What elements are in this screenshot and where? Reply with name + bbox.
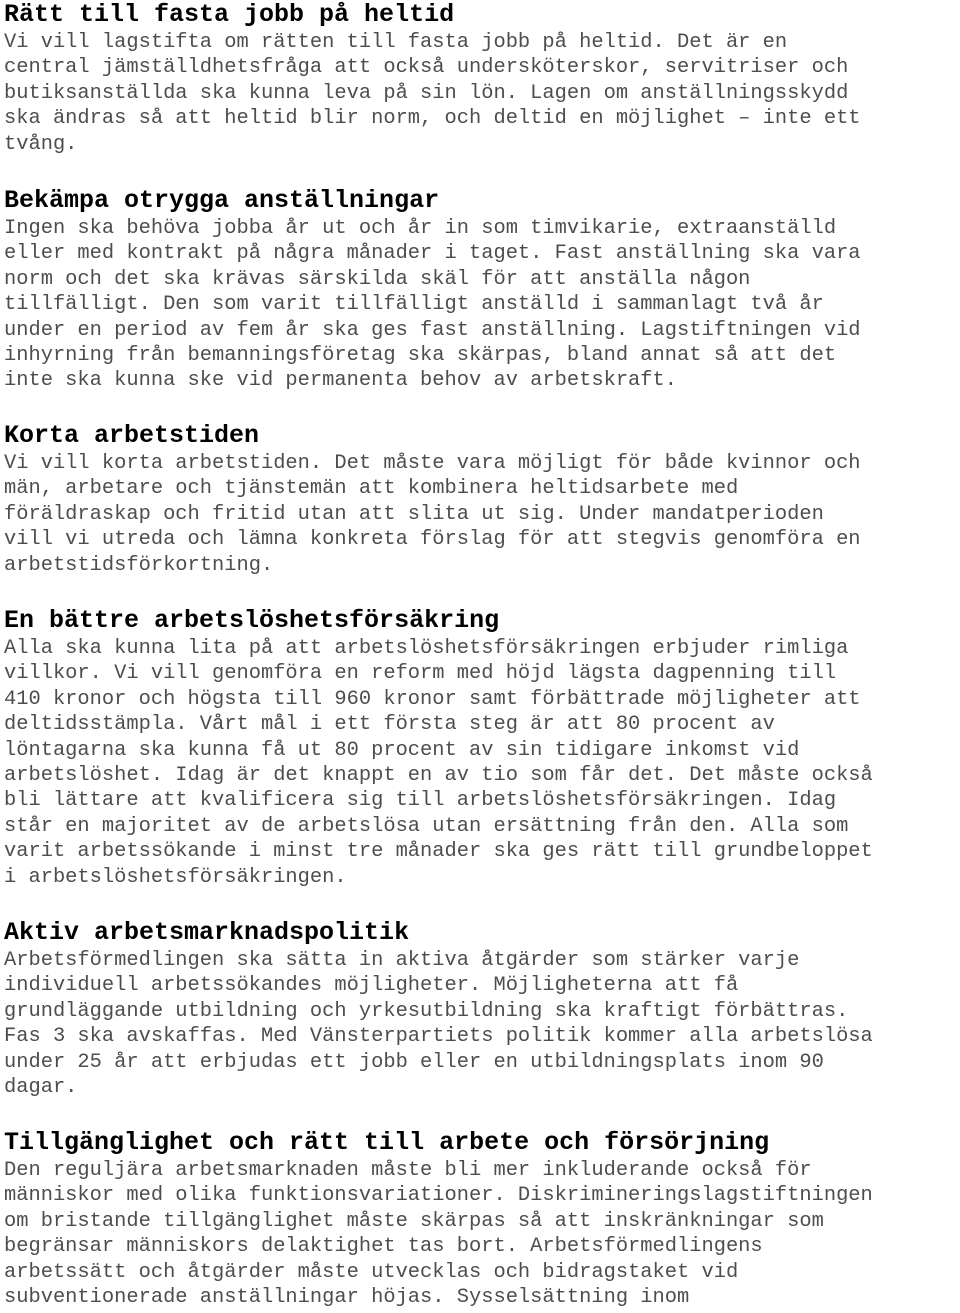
paragraph-line: under en period av fem år ska ges fast anställning. Lagstiftningen vid (4, 318, 861, 342)
paragraph-line: arbetstidsförkortning. (4, 553, 274, 577)
paragraph-line: människor med olika funktionsvariationer. Diskrimineringslagstiftningen (4, 1184, 873, 1208)
paragraph-line: löntagarna ska kunna få ut 80 procent av sin tidigare inkomst vid (4, 738, 800, 762)
paragraph-line: arbetssätt och åtgärder måste utvecklas och bidragstaket vid (4, 1260, 739, 1284)
paragraph-line: tvång. (4, 132, 78, 156)
section-korta-arbetstiden (4, 421, 861, 578)
section-heading: Aktiv arbetsmarknadspolitik (4, 918, 410, 947)
paragraph-line: 410 kronor och högsta till 960 kronor samt förbättrade möjligheter att (4, 687, 861, 711)
section-paragraph (4, 451, 861, 578)
paragraph-line: Ingen ska behöva jobba år ut och år in som timvikarie, extraanställd (4, 217, 837, 240)
paragraph-line: Alla ska kunna lita på att arbetslöshetsförsäkringen erbjuder rimliga (4, 637, 849, 660)
paragraph-line: butiksanställda ska kunna leva på sin lön. Lagen om anställningsskydd (4, 81, 849, 105)
paragraph-line: ska ändras så att heltid blir norm, och deltid en möjlighet – inte ett (4, 107, 861, 131)
section-heading: Korta arbetstiden (4, 421, 260, 450)
section-heading: En bättre arbetslöshetsförsäkring (4, 606, 500, 635)
paragraph-line: står en majoritet av de arbetslösa utan ersättning från den. Alla som (4, 814, 849, 838)
paragraph-line: norm och det ska krävas särskilda skäl för att anställa någon (4, 267, 751, 291)
paragraph-line: Fas 3 ska avskaffas. Med Vänsterpartiets politik kommer alla arbetslösa (4, 1025, 873, 1049)
paragraph-line: varit arbetssökande i minst tre månader ska ges rätt till grundbeloppet (4, 840, 873, 864)
paragraph-line: subventionerade anställningar höjas. Sysselsättning inom (4, 1285, 690, 1309)
paragraph-line: vill vi utreda och lämna konkreta förslag för att stegvis genomföra en (4, 528, 861, 552)
paragraph-line: inte ska kunna ske vid permanenta behov av arbetskraft. (4, 369, 678, 393)
paragraph-line: i arbetslöshetsförsäkringen. (4, 865, 347, 889)
section-arbetsloshetsforsakring (4, 606, 873, 890)
paragraph-line: Den reguljära arbetsmarknaden måste bli mer inkluderande också för (4, 1159, 812, 1182)
paragraph-line: inhyrning från bemanningsföretag ska skärpas, bland annat så att det (4, 343, 837, 367)
paragraph-line: begränsar människors delaktighet tas bort. Arbetsförmedlingens (4, 1235, 763, 1259)
paragraph-line: individuell arbetssökandes möjligheter. Möjligheterna att få (4, 974, 739, 998)
section-aktiv-arbetsmarknadspolitik (4, 918, 873, 1100)
paragraph-line: föräldraskap och fritid utan att slita ut sig. Under mandatperioden (4, 502, 824, 526)
section-heading: Rätt till fasta jobb på heltid (4, 0, 455, 29)
section-ratt-till-fasta-jobb (4, 0, 861, 157)
section-tillganglighet (4, 1128, 873, 1310)
paragraph-line: Vi vill korta arbetstiden. Det måste vara möjligt för både kvinnor och (4, 452, 861, 475)
paragraph-line: under 25 år att erbjudas ett jobb eller en utbildningsplats inom 90 (4, 1050, 824, 1074)
section-paragraph (4, 948, 873, 1100)
paragraph-line: arbetslöshet. Idag är det knappt en av tio som får det. Det måste också (4, 763, 873, 787)
section-heading: Tillgänglighet och rätt till arbete och försörjning (4, 1128, 770, 1157)
section-paragraph (4, 1158, 873, 1310)
paragraph-line: grundläggande utbildning och yrkesutbildning ska kraftigt förbättras. (4, 999, 849, 1023)
section-bekampa-otrygga-anstallningar (4, 186, 861, 394)
paragraph-line: villkor. Vi vill genomföra en reform med höjd lägsta dagpenning till (4, 662, 837, 686)
paragraph-line: män, arbetare och tjänstemän att kombinera heltidsarbete med (4, 477, 739, 501)
section-paragraph (4, 636, 873, 890)
section-heading: Bekämpa otrygga anställningar (4, 186, 440, 215)
paragraph-line: Arbetsförmedlingen ska sätta in aktiva åtgärder som stärker varje (4, 949, 800, 972)
paragraph-line: central jämställdhetsfråga att också undersköterskor, servitriser och (4, 56, 849, 80)
paragraph-line: dagar. (4, 1075, 78, 1099)
paragraph-line: eller med kontrakt på några månader i taget. Fast anställning ska vara (4, 242, 861, 266)
section-paragraph (4, 216, 861, 394)
section-paragraph (4, 30, 861, 157)
paragraph-line: Vi vill lagstifta om rätten till fasta jobb på heltid. Det är en (4, 31, 788, 54)
paragraph-line: bli lättare att kvalificera sig till arbetslöshetsförsäkringen. Idag (4, 789, 837, 813)
paragraph-line: om bristande tillgänglighet måste skärpas så att inskränkningar som (4, 1209, 824, 1233)
paragraph-line: deltidsstämpla. Vårt mål i ett första steg är att 80 procent av (4, 713, 775, 737)
paragraph-line: tillfälligt. Den som varit tillfälligt anställd i sammanlagt två år (4, 293, 824, 317)
